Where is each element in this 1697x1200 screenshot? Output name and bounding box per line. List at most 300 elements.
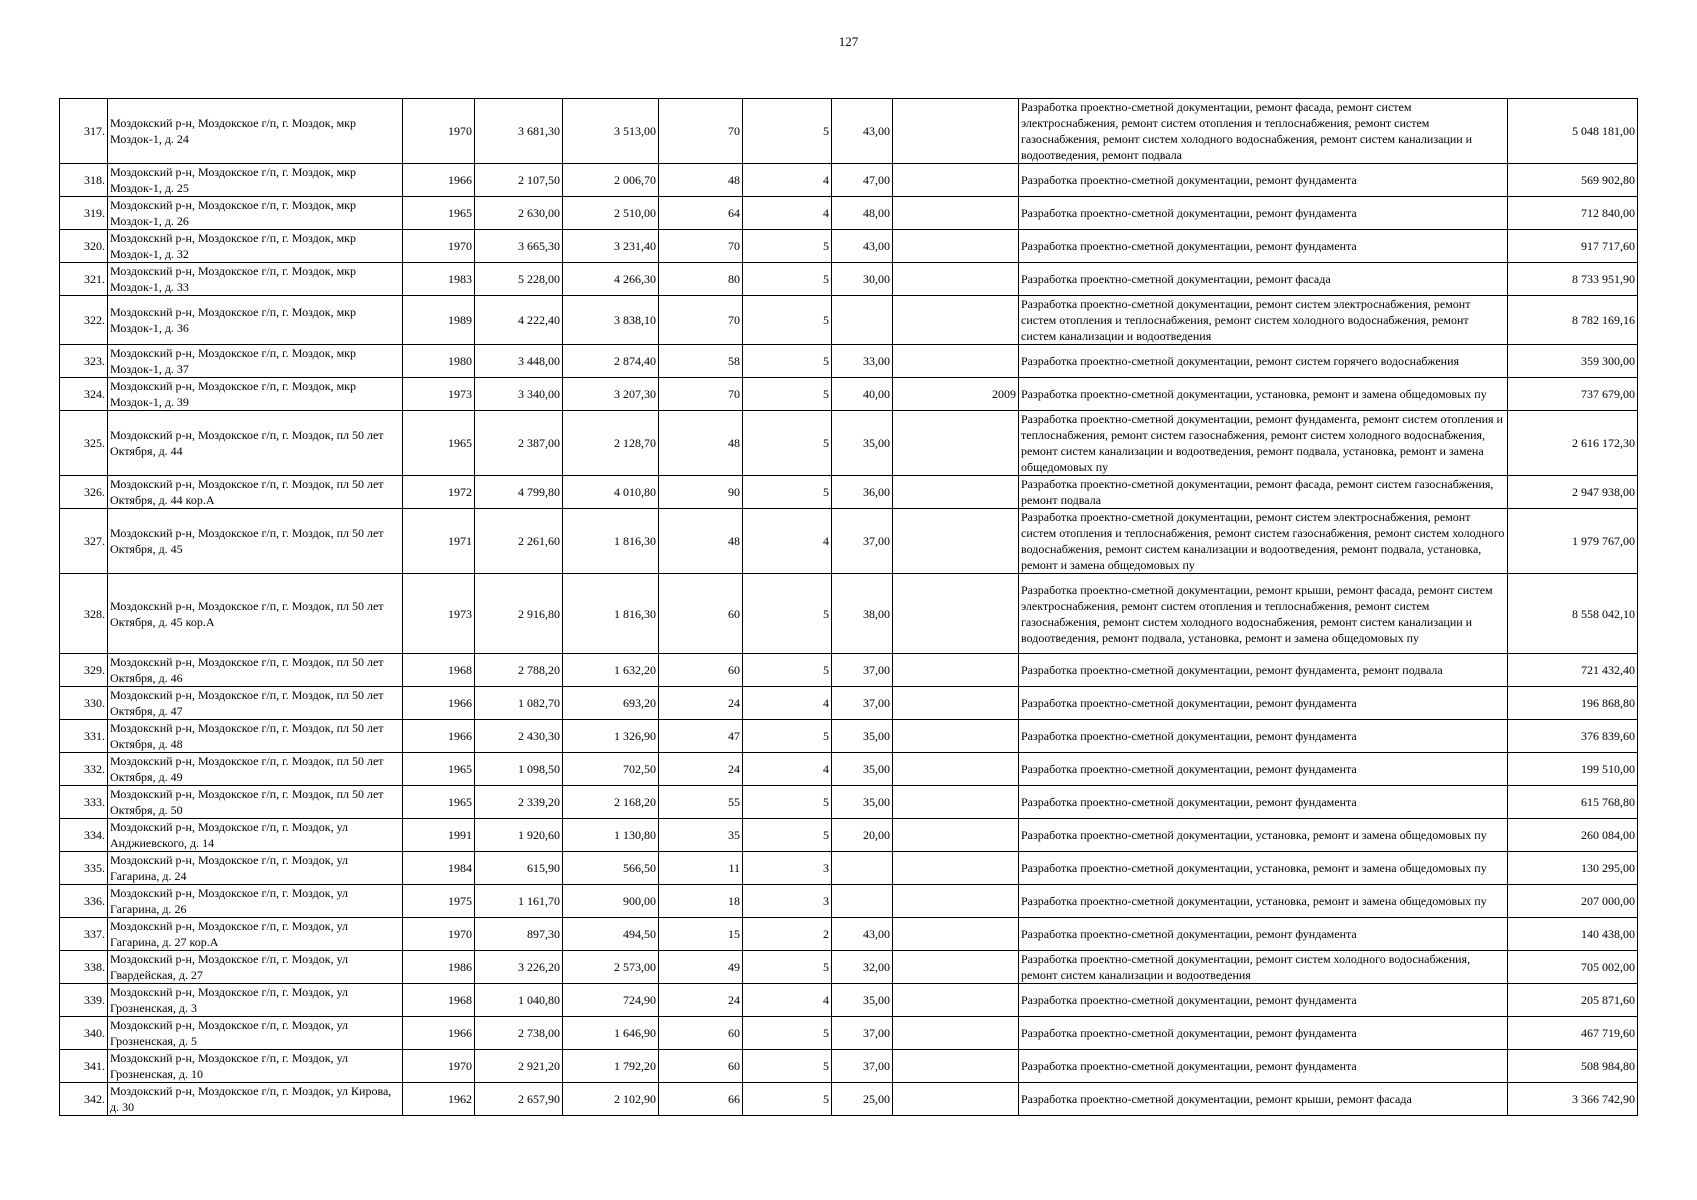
living-area-cell: 2 573,00	[563, 951, 659, 984]
build-year-cell: 1986	[403, 951, 475, 984]
table-row	[60, 296, 1638, 345]
works-description-cell: Разработка проектно-сметной документации, ремонт фундамента	[1019, 230, 1508, 263]
floors-cell: 5	[743, 786, 832, 819]
row-number-cell: 340.	[60, 1017, 108, 1050]
build-year-cell: 1989	[403, 296, 475, 345]
cost-cell: 721 432,40	[1508, 654, 1638, 687]
total-area-cell: 1 082,70	[475, 687, 563, 720]
total-area-cell: 2 430,30	[475, 720, 563, 753]
build-year-cell: 1983	[403, 263, 475, 296]
floors-cell: 5	[743, 99, 832, 164]
floors-cell: 5	[743, 1083, 832, 1116]
table-row	[60, 918, 1638, 951]
wear-percent-cell: 25,00	[832, 1083, 893, 1116]
build-year-cell: 1973	[403, 574, 475, 654]
row-number-cell: 339.	[60, 984, 108, 1017]
residents-cell: 35	[659, 819, 743, 852]
living-area-cell: 693,20	[563, 687, 659, 720]
table-row	[60, 654, 1638, 687]
wear-percent-cell: 40,00	[832, 378, 893, 411]
address-cell: Моздокский р-н, Моздокское г/п, г. Моздок, мкр Моздок-1, д. 24	[108, 99, 403, 164]
last-repair-year-cell	[893, 885, 1019, 918]
row-number-cell: 332.	[60, 753, 108, 786]
works-description-cell: Разработка проектно-сметной документации, ремонт фундамента, ремонт подвала	[1019, 654, 1508, 687]
build-year-cell: 1968	[403, 984, 475, 1017]
table-row	[60, 164, 1638, 197]
table-row	[60, 197, 1638, 230]
cost-cell: 712 840,00	[1508, 197, 1638, 230]
wear-percent-cell: 35,00	[832, 411, 893, 476]
floors-cell: 4	[743, 687, 832, 720]
floors-cell: 5	[743, 476, 832, 509]
works-description-cell: Разработка проектно-сметной документации, ремонт фасада, ремонт систем электроснабжения, ремонт систем отопления и теплоснабжения, ремонт систем газоснабжения, ремонт систем холодного водоснабжения, ремонт систем канализации и водоотведения, ремонт подвала	[1019, 99, 1508, 164]
cost-cell: 140 438,00	[1508, 918, 1638, 951]
total-area-cell: 2 261,60	[475, 509, 563, 574]
living-area-cell: 2 510,00	[563, 197, 659, 230]
works-description-cell: Разработка проектно-сметной документации, ремонт фундамента	[1019, 1050, 1508, 1083]
last-repair-year-cell	[893, 230, 1019, 263]
floors-cell: 2	[743, 918, 832, 951]
total-area-cell: 2 630,00	[475, 197, 563, 230]
last-repair-year-cell	[893, 819, 1019, 852]
row-number-cell: 336.	[60, 885, 108, 918]
row-number-cell: 333.	[60, 786, 108, 819]
floors-cell: 5	[743, 654, 832, 687]
cost-cell: 1 979 767,00	[1508, 509, 1638, 574]
address-cell: Моздокский р-н, Моздокское г/п, г. Моздок, пл 50 лет Октября, д. 44	[108, 411, 403, 476]
floors-cell: 5	[743, 411, 832, 476]
row-number-cell: 335.	[60, 852, 108, 885]
cost-cell: 207 000,00	[1508, 885, 1638, 918]
living-area-cell: 4 010,80	[563, 476, 659, 509]
cost-cell: 260 084,00	[1508, 819, 1638, 852]
address-cell: Моздокский р-н, Моздокское г/п, г. Моздок, ул Анджиевского, д. 14	[108, 819, 403, 852]
total-area-cell: 2 738,00	[475, 1017, 563, 1050]
build-year-cell: 1966	[403, 687, 475, 720]
cost-cell: 8 782 169,16	[1508, 296, 1638, 345]
floors-cell: 3	[743, 885, 832, 918]
residents-cell: 64	[659, 197, 743, 230]
build-year-cell: 1970	[403, 1050, 475, 1083]
wear-percent-cell: 43,00	[832, 230, 893, 263]
last-repair-year-cell	[893, 263, 1019, 296]
living-area-cell: 1 130,80	[563, 819, 659, 852]
row-number-cell: 320.	[60, 230, 108, 263]
wear-percent-cell: 38,00	[832, 574, 893, 654]
last-repair-year-cell	[893, 99, 1019, 164]
residents-cell: 24	[659, 687, 743, 720]
table-row	[60, 951, 1638, 984]
last-repair-year-cell	[893, 786, 1019, 819]
build-year-cell: 1965	[403, 786, 475, 819]
table-row	[60, 984, 1638, 1017]
wear-percent-cell: 47,00	[832, 164, 893, 197]
wear-percent-cell: 20,00	[832, 819, 893, 852]
address-cell: Моздокский р-н, Моздокское г/п, г. Моздок, ул Гвардейская, д. 27	[108, 951, 403, 984]
residents-cell: 90	[659, 476, 743, 509]
last-repair-year-cell	[893, 296, 1019, 345]
floors-cell: 4	[743, 164, 832, 197]
address-cell: Моздокский р-н, Моздокское г/п, г. Моздок, ул Грозненская, д. 10	[108, 1050, 403, 1083]
address-cell: Моздокский р-н, Моздокское г/п, г. Моздок, пл 50 лет Октября, д. 46	[108, 654, 403, 687]
residents-cell: 70	[659, 99, 743, 164]
total-area-cell: 2 387,00	[475, 411, 563, 476]
wear-percent-cell: 43,00	[832, 99, 893, 164]
total-area-cell: 3 681,30	[475, 99, 563, 164]
residents-cell: 60	[659, 574, 743, 654]
floors-cell: 4	[743, 984, 832, 1017]
cost-cell: 199 510,00	[1508, 753, 1638, 786]
table-row	[60, 1083, 1638, 1116]
address-cell: Моздокский р-н, Моздокское г/п, г. Моздок, ул Грозненская, д. 3	[108, 984, 403, 1017]
row-number-cell: 337.	[60, 918, 108, 951]
row-number-cell: 323.	[60, 345, 108, 378]
living-area-cell: 494,50	[563, 918, 659, 951]
address-cell: Моздокский р-н, Моздокское г/п, г. Моздок, пл 50 лет Октября, д. 50	[108, 786, 403, 819]
wear-percent-cell: 35,00	[832, 753, 893, 786]
wear-percent-cell: 37,00	[832, 1050, 893, 1083]
total-area-cell: 3 340,00	[475, 378, 563, 411]
row-number-cell: 317.	[60, 99, 108, 164]
residents-cell: 70	[659, 378, 743, 411]
works-description-cell: Разработка проектно-сметной документации, ремонт фундамента	[1019, 1017, 1508, 1050]
row-number-cell: 324.	[60, 378, 108, 411]
residents-cell: 47	[659, 720, 743, 753]
living-area-cell: 3 231,40	[563, 230, 659, 263]
living-area-cell: 1 816,30	[563, 509, 659, 574]
cost-cell: 205 871,60	[1508, 984, 1638, 1017]
last-repair-year-cell	[893, 687, 1019, 720]
floors-cell: 5	[743, 296, 832, 345]
address-cell: Моздокский р-н, Моздокское г/п, г. Моздок, ул Гагарина, д. 26	[108, 885, 403, 918]
residents-cell: 18	[659, 885, 743, 918]
works-description-cell: Разработка проектно-сметной документации, ремонт фундамента	[1019, 687, 1508, 720]
wear-percent-cell: 37,00	[832, 687, 893, 720]
wear-percent-cell	[832, 296, 893, 345]
cost-cell: 359 300,00	[1508, 345, 1638, 378]
address-cell: Моздокский р-н, Моздокское г/п, г. Моздок, мкр Моздок-1, д. 32	[108, 230, 403, 263]
address-cell: Моздокский р-н, Моздокское г/п, г. Моздок, пл 50 лет Октября, д. 45 кор.А	[108, 574, 403, 654]
address-cell: Моздокский р-н, Моздокское г/п, г. Моздок, мкр Моздок-1, д. 26	[108, 197, 403, 230]
living-area-cell: 3 207,30	[563, 378, 659, 411]
total-area-cell: 1 040,80	[475, 984, 563, 1017]
living-area-cell: 1 632,20	[563, 654, 659, 687]
cost-cell: 130 295,00	[1508, 852, 1638, 885]
living-area-cell: 1 816,30	[563, 574, 659, 654]
total-area-cell: 2 107,50	[475, 164, 563, 197]
floors-cell: 5	[743, 951, 832, 984]
last-repair-year-cell	[893, 753, 1019, 786]
total-area-cell: 3 226,20	[475, 951, 563, 984]
residents-cell: 70	[659, 296, 743, 345]
works-description-cell: Разработка проектно-сметной документации, установка, ремонт и замена общедомовых пу	[1019, 378, 1508, 411]
last-repair-year-cell	[893, 164, 1019, 197]
works-description-cell: Разработка проектно-сметной документации, ремонт фундамента	[1019, 918, 1508, 951]
last-repair-year-cell	[893, 918, 1019, 951]
living-area-cell: 2 874,40	[563, 345, 659, 378]
build-year-cell: 1975	[403, 885, 475, 918]
cost-cell: 2 616 172,30	[1508, 411, 1638, 476]
address-cell: Моздокский р-н, Моздокское г/п, г. Моздок, ул Грозненская, д. 5	[108, 1017, 403, 1050]
row-number-cell: 319.	[60, 197, 108, 230]
build-year-cell: 1970	[403, 99, 475, 164]
total-area-cell: 897,30	[475, 918, 563, 951]
living-area-cell: 1 326,90	[563, 720, 659, 753]
wear-percent-cell: 35,00	[832, 720, 893, 753]
build-year-cell: 1971	[403, 509, 475, 574]
table-body	[60, 99, 1638, 1116]
table-row	[60, 99, 1638, 164]
residents-cell: 15	[659, 918, 743, 951]
living-area-cell: 724,90	[563, 984, 659, 1017]
wear-percent-cell: 33,00	[832, 345, 893, 378]
table-row	[60, 819, 1638, 852]
cost-cell: 5 048 181,00	[1508, 99, 1638, 164]
total-area-cell: 3 448,00	[475, 345, 563, 378]
works-description-cell: Разработка проектно-сметной документации, ремонт крыши, ремонт фасада	[1019, 1083, 1508, 1116]
last-repair-year-cell	[893, 509, 1019, 574]
residents-cell: 80	[659, 263, 743, 296]
residents-cell: 66	[659, 1083, 743, 1116]
row-number-cell: 321.	[60, 263, 108, 296]
wear-percent-cell: 35,00	[832, 984, 893, 1017]
last-repair-year-cell	[893, 1017, 1019, 1050]
total-area-cell: 2 921,20	[475, 1050, 563, 1083]
last-repair-year-cell	[893, 720, 1019, 753]
residents-cell: 49	[659, 951, 743, 984]
build-year-cell: 1972	[403, 476, 475, 509]
address-cell: Моздокский р-н, Моздокское г/п, г. Моздок, пл 50 лет Октября, д. 44 кор.А	[108, 476, 403, 509]
last-repair-year-cell: 2009	[893, 378, 1019, 411]
row-number-cell: 328.	[60, 574, 108, 654]
address-cell: Моздокский р-н, Моздокское г/п, г. Моздок, мкр Моздок-1, д. 37	[108, 345, 403, 378]
floors-cell: 4	[743, 509, 832, 574]
row-number-cell: 330.	[60, 687, 108, 720]
floors-cell: 5	[743, 263, 832, 296]
row-number-cell: 322.	[60, 296, 108, 345]
wear-percent-cell: 37,00	[832, 654, 893, 687]
build-year-cell: 1980	[403, 345, 475, 378]
build-year-cell: 1970	[403, 918, 475, 951]
build-year-cell: 1966	[403, 1017, 475, 1050]
wear-percent-cell: 36,00	[832, 476, 893, 509]
build-year-cell: 1966	[403, 720, 475, 753]
build-year-cell: 1965	[403, 753, 475, 786]
table-row	[60, 476, 1638, 509]
row-number-cell: 341.	[60, 1050, 108, 1083]
table-row	[60, 687, 1638, 720]
table-row	[60, 509, 1638, 574]
row-number-cell: 327.	[60, 509, 108, 574]
total-area-cell: 4 799,80	[475, 476, 563, 509]
row-number-cell: 326.	[60, 476, 108, 509]
row-number-cell: 318.	[60, 164, 108, 197]
floors-cell: 5	[743, 1050, 832, 1083]
cost-cell: 8 733 951,90	[1508, 263, 1638, 296]
works-description-cell: Разработка проектно-сметной документации, ремонт фундамента, ремонт систем отопления и теплоснабжения, ремонт систем газоснабжения, ремонт систем холодного водоснабжения, ремонт систем канализации и водоотведения, ремонт подвала, установка, ремонт и замена общедомовых пу	[1019, 411, 1508, 476]
table-row	[60, 720, 1638, 753]
residents-cell: 24	[659, 984, 743, 1017]
last-repair-year-cell	[893, 1083, 1019, 1116]
table-row	[60, 263, 1638, 296]
table-row	[60, 1050, 1638, 1083]
works-description-cell: Разработка проектно-сметной документации, ремонт фундамента	[1019, 720, 1508, 753]
total-area-cell: 4 222,40	[475, 296, 563, 345]
wear-percent-cell: 30,00	[832, 263, 893, 296]
floors-cell: 5	[743, 1017, 832, 1050]
residents-cell: 48	[659, 164, 743, 197]
floors-cell: 3	[743, 852, 832, 885]
living-area-cell: 2 102,90	[563, 1083, 659, 1116]
wear-percent-cell: 48,00	[832, 197, 893, 230]
works-description-cell: Разработка проектно-сметной документации, ремонт фасада, ремонт систем газоснабжения, ремонт подвала	[1019, 476, 1508, 509]
cost-cell: 737 679,00	[1508, 378, 1638, 411]
total-area-cell: 2 657,90	[475, 1083, 563, 1116]
residents-cell: 55	[659, 786, 743, 819]
total-area-cell: 2 788,20	[475, 654, 563, 687]
floors-cell: 5	[743, 574, 832, 654]
address-cell: Моздокский р-н, Моздокское г/п, г. Моздок, пл 50 лет Октября, д. 48	[108, 720, 403, 753]
last-repair-year-cell	[893, 345, 1019, 378]
row-number-cell: 325.	[60, 411, 108, 476]
page-number: 127	[838, 34, 859, 49]
housing-register-table	[59, 98, 1638, 1116]
cost-cell: 615 768,80	[1508, 786, 1638, 819]
wear-percent-cell: 37,00	[832, 509, 893, 574]
living-area-cell: 2 006,70	[563, 164, 659, 197]
last-repair-year-cell	[893, 574, 1019, 654]
table-row	[60, 345, 1638, 378]
table-row	[60, 230, 1638, 263]
row-number-cell: 342.	[60, 1083, 108, 1116]
residents-cell: 70	[659, 230, 743, 263]
build-year-cell: 1973	[403, 378, 475, 411]
floors-cell: 4	[743, 753, 832, 786]
build-year-cell: 1968	[403, 654, 475, 687]
build-year-cell: 1965	[403, 197, 475, 230]
residents-cell: 48	[659, 411, 743, 476]
wear-percent-cell: 32,00	[832, 951, 893, 984]
living-area-cell: 900,00	[563, 885, 659, 918]
residents-cell: 48	[659, 509, 743, 574]
floors-cell: 5	[743, 378, 832, 411]
living-area-cell: 3 838,10	[563, 296, 659, 345]
address-cell: Моздокский р-н, Моздокское г/п, г. Моздок, пл 50 лет Октября, д. 49	[108, 753, 403, 786]
last-repair-year-cell	[893, 411, 1019, 476]
address-cell: Моздокский р-н, Моздокское г/п, г. Моздок, мкр Моздок-1, д. 39	[108, 378, 403, 411]
wear-percent-cell: 35,00	[832, 786, 893, 819]
build-year-cell: 1984	[403, 852, 475, 885]
row-number-cell: 338.	[60, 951, 108, 984]
cost-cell: 569 902,80	[1508, 164, 1638, 197]
works-description-cell: Разработка проектно-сметной документации, ремонт систем электроснабжения, ремонт систем отопления и теплоснабжения, ремонт систем холодного водоснабжения, ремонт систем канализации и водоотведения	[1019, 296, 1508, 345]
row-number-cell: 334.	[60, 819, 108, 852]
total-area-cell: 5 228,00	[475, 263, 563, 296]
table-row	[60, 852, 1638, 885]
last-repair-year-cell	[893, 852, 1019, 885]
living-area-cell: 4 266,30	[563, 263, 659, 296]
cost-cell: 376 839,60	[1508, 720, 1638, 753]
address-cell: Моздокский р-н, Моздокское г/п, г. Моздок, пл 50 лет Октября, д. 45	[108, 509, 403, 574]
living-area-cell: 566,50	[563, 852, 659, 885]
wear-percent-cell: 43,00	[832, 918, 893, 951]
build-year-cell: 1991	[403, 819, 475, 852]
row-number-cell: 331.	[60, 720, 108, 753]
cost-cell: 196 868,80	[1508, 687, 1638, 720]
residents-cell: 60	[659, 1017, 743, 1050]
floors-cell: 5	[743, 230, 832, 263]
total-area-cell: 1 098,50	[475, 753, 563, 786]
address-cell: Моздокский р-н, Моздокское г/п, г. Моздок, мкр Моздок-1, д. 33	[108, 263, 403, 296]
last-repair-year-cell	[893, 197, 1019, 230]
total-area-cell: 3 665,30	[475, 230, 563, 263]
works-description-cell: Разработка проектно-сметной документации, ремонт крыши, ремонт фасада, ремонт систем электроснабжения, ремонт систем отопления и теплоснабжения, ремонт систем газоснабжения, ремонт систем холодного водоснабжения, ремонт систем канализации и водоотведения, ремонт подвала, установка, ремонт и замена общедомовых пу	[1019, 574, 1508, 654]
floors-cell: 5	[743, 345, 832, 378]
living-area-cell: 1 646,90	[563, 1017, 659, 1050]
works-description-cell: Разработка проектно-сметной документации, ремонт фасада	[1019, 263, 1508, 296]
total-area-cell: 1 161,70	[475, 885, 563, 918]
works-description-cell: Разработка проектно-сметной документации, установка, ремонт и замена общедомовых пу	[1019, 852, 1508, 885]
residents-cell: 60	[659, 654, 743, 687]
last-repair-year-cell	[893, 984, 1019, 1017]
last-repair-year-cell	[893, 654, 1019, 687]
works-description-cell: Разработка проектно-сметной документации, ремонт систем горячего водоснабжения	[1019, 345, 1508, 378]
works-description-cell: Разработка проектно-сметной документации, ремонт систем холодного водоснабжения, ремонт систем канализации и водоотведения	[1019, 951, 1508, 984]
floors-cell: 5	[743, 819, 832, 852]
address-cell: Моздокский р-н, Моздокское г/п, г. Моздок, мкр Моздок-1, д. 25	[108, 164, 403, 197]
total-area-cell: 2 916,80	[475, 574, 563, 654]
works-description-cell: Разработка проектно-сметной документации, ремонт фундамента	[1019, 164, 1508, 197]
address-cell: Моздокский р-н, Моздокское г/п, г. Моздок, пл 50 лет Октября, д. 47	[108, 687, 403, 720]
build-year-cell: 1962	[403, 1083, 475, 1116]
table-row	[60, 411, 1638, 476]
cost-cell: 705 002,00	[1508, 951, 1638, 984]
living-area-cell: 2 128,70	[563, 411, 659, 476]
total-area-cell: 615,90	[475, 852, 563, 885]
table-row	[60, 574, 1638, 654]
build-year-cell: 1970	[403, 230, 475, 263]
wear-percent-cell	[832, 885, 893, 918]
table-row	[60, 378, 1638, 411]
table-row	[60, 885, 1638, 918]
living-area-cell: 1 792,20	[563, 1050, 659, 1083]
living-area-cell: 3 513,00	[563, 99, 659, 164]
cost-cell: 3 366 742,90	[1508, 1083, 1638, 1116]
table-row	[60, 786, 1638, 819]
cost-cell: 917 717,60	[1508, 230, 1638, 263]
residents-cell: 60	[659, 1050, 743, 1083]
address-cell: Моздокский р-н, Моздокское г/п, г. Моздок, ул Гагарина, д. 24	[108, 852, 403, 885]
table-row	[60, 1017, 1638, 1050]
works-description-cell: Разработка проектно-сметной документации, ремонт фундамента	[1019, 984, 1508, 1017]
residents-cell: 24	[659, 753, 743, 786]
residents-cell: 11	[659, 852, 743, 885]
address-cell: Моздокский р-н, Моздокское г/п, г. Моздок, ул Кирова, д. 30	[108, 1083, 403, 1116]
cost-cell: 467 719,60	[1508, 1017, 1638, 1050]
residents-cell: 58	[659, 345, 743, 378]
last-repair-year-cell	[893, 1050, 1019, 1083]
address-cell: Моздокский р-н, Моздокское г/п, г. Моздок, мкр Моздок-1, д. 36	[108, 296, 403, 345]
works-description-cell: Разработка проектно-сметной документации, ремонт систем электроснабжения, ремонт систем отопления и теплоснабжения, ремонт систем газоснабжения, ремонт систем холодного водоснабжения, ремонт систем канализации и водоотведения, ремонт подвала, установка, ремонт и замена общедомовых пу	[1019, 509, 1508, 574]
living-area-cell: 702,50	[563, 753, 659, 786]
living-area-cell: 2 168,20	[563, 786, 659, 819]
build-year-cell: 1966	[403, 164, 475, 197]
total-area-cell: 1 920,60	[475, 819, 563, 852]
table-row	[60, 753, 1638, 786]
last-repair-year-cell	[893, 951, 1019, 984]
cost-cell: 508 984,80	[1508, 1050, 1638, 1083]
last-repair-year-cell	[893, 476, 1019, 509]
